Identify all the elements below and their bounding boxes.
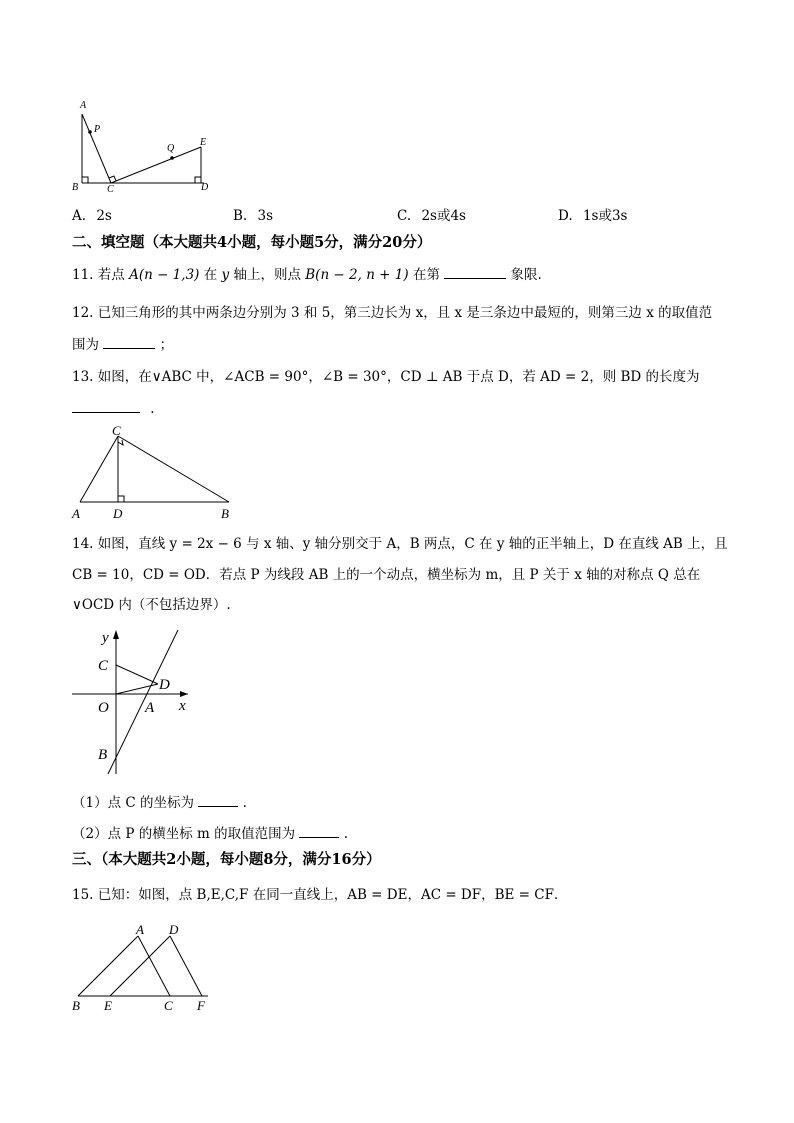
q11-axis: y [221, 267, 230, 283]
section-3-heading: 三、（本大题共2小题，每小题8分，满分16分） [72, 851, 381, 868]
fig15-label-e: E [104, 998, 112, 1013]
q12-text-a: 围为 [72, 337, 99, 353]
q12-answer-blank[interactable] [103, 334, 155, 349]
q14-part-2-blank[interactable] [299, 823, 339, 838]
fig10-label-e: E [200, 137, 207, 148]
q11-text-3: 轴上，则点 [233, 267, 301, 283]
q11-point-a: A(n − 1,3) [129, 267, 200, 283]
q14-part-1-text: （1）点 C 的坐标为 [72, 795, 195, 811]
fig14-label-d: D [159, 677, 170, 693]
fig15-label-d: D [169, 922, 179, 937]
question-15: 15. 已知：如图，点 B,E,C,F 在同一直线上，AB = DE，AC = DF，BE = CF． [72, 887, 568, 903]
q11-text-5: 象限. [510, 267, 542, 283]
fig15-label-f: F [197, 998, 205, 1013]
question-14-part-1 [72, 792, 247, 813]
q11-point-b: B(n − 2, n + 1) [305, 267, 409, 283]
q13-answer-blank[interactable] [72, 398, 140, 413]
q11-text-2: 在 [203, 267, 218, 283]
fig14-label-y: y [102, 630, 109, 646]
fig14-label-a: A [145, 700, 155, 716]
fig14-label-b: B [98, 747, 108, 763]
question-14-line-3: ∨OCD 内（不包括边界）. [72, 597, 231, 613]
figure-q13 [66, 424, 242, 524]
question-12-line-2 [72, 334, 173, 355]
fig14-label-x: x [179, 698, 186, 714]
fig10-label-a: A [80, 100, 87, 111]
option-d-text: 1s或3s [582, 208, 628, 224]
fig10-label-c: C [107, 184, 114, 194]
option-b-letter: B. [233, 208, 248, 224]
q11-number: 11. [72, 267, 94, 283]
fig13-label-b: B [221, 506, 229, 521]
question-13-answer-line [72, 398, 155, 419]
option-c [397, 206, 466, 226]
question-12-line-1: 12. 已知三角形的其中两条边分别为 3 和 5，第三边长为 x，且 x 是三条边中最短的，则第三边 x 的取值范 [72, 305, 713, 321]
fig10-label-d: D [201, 182, 209, 193]
option-d [558, 206, 627, 226]
question-14-part-2 [72, 823, 348, 844]
q14-part-2-end: . [343, 826, 349, 842]
q13-end: . [150, 401, 155, 417]
option-d-letter: D. [558, 208, 573, 224]
fig14-label-o: O [98, 700, 109, 716]
option-b-text: 3s [257, 208, 274, 224]
option-a [72, 206, 112, 226]
fig15-label-b: B [72, 998, 80, 1013]
question-14-line-2: CB = 10，CD = OD．若点 P 为线段 AB 上的一个动点，横坐标为 m，且 P 关于 x 轴的对称点 Q 总在 [72, 567, 701, 583]
fig10-label-b: B [72, 182, 79, 193]
q11-answer-blank[interactable] [444, 264, 506, 279]
fig15-label-a: A [136, 922, 144, 937]
figure-q10 [66, 96, 226, 194]
q14-part-1-blank[interactable] [198, 792, 238, 807]
option-a-text: 2s [96, 208, 112, 224]
question-13: 13. 如图，在∨ABC 中，∠ACB = 90°，∠B = 30°，CD ⊥ AB 于点 D，若 AD = 2，则 BD 的长度为 [72, 369, 700, 385]
q14-part-2-text: （2）点 P 的横坐标 m 的取值范围为 [72, 826, 296, 842]
q11-text-1: 若点 [97, 267, 125, 283]
section-2-heading: 二、填空题（本大题共4小题，每小题5分，满分20分） [72, 234, 432, 251]
option-a-letter: A. [72, 208, 87, 224]
fig13-label-a: A [72, 506, 80, 521]
fig13-label-c: C [112, 424, 121, 438]
fig13-label-d: D [113, 506, 123, 521]
q12-text-b: ； [159, 337, 174, 353]
fig15-label-c: C [164, 998, 173, 1013]
q11-text-4: 在第 [412, 267, 440, 283]
figure-q14 [66, 626, 206, 778]
fig10-label-p: P [94, 124, 101, 135]
figure-q15 [66, 920, 226, 1016]
option-c-text: 2s或4s [421, 208, 466, 224]
option-b [233, 206, 273, 226]
fig14-label-c: C [98, 658, 109, 674]
q14-part-1-end: . [242, 795, 247, 811]
fig10-label-q: Q [167, 143, 175, 154]
question-11 [72, 264, 542, 285]
option-c-letter: C. [397, 208, 412, 224]
question-14-line-1: 14. 如图，直线 y = 2x − 6 与 x 轴、y 轴分别交于 A，B 两点，C 在 y 轴的正半轴上，D 在直线 AB 上，且 [72, 536, 728, 552]
